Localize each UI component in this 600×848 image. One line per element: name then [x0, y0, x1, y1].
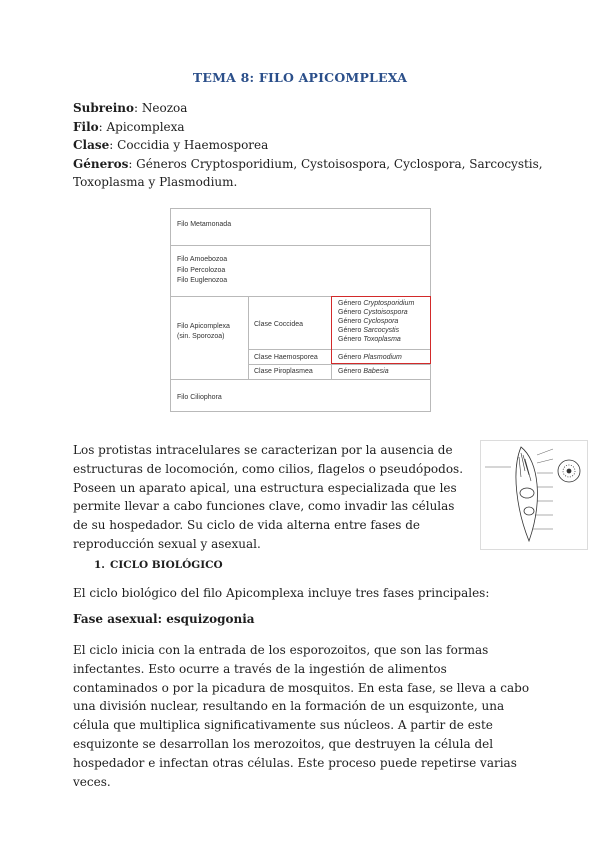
filo-metamonada: Filo Metamonada	[177, 221, 232, 228]
genero-plasmodium: Género Plasmodium	[338, 354, 402, 361]
apicomplexa-cell-diagram	[480, 440, 588, 550]
filo-ciliophora: Filo Ciliophora	[177, 394, 222, 401]
filo-euglenozoa: Filo Euglenozoa	[177, 277, 228, 284]
intro-paragraph: Los protistas intracelulares se caracterizan por la ausencia de estructuras de locomoción, como cilios, flagelos o pseudópodos. Poseen un aparato apical, una estructura especializada que les permite llevar a cabo funciones clave, como invadir las células de su hospedador. Su ciclo de vida alterna entre fases de reproducción sexual y asexual.	[73, 443, 464, 551]
genero-cyclospora: Género Cyclospora	[338, 318, 399, 325]
classification-table	[170, 208, 431, 412]
genero-babesia: Género Babesia	[338, 368, 389, 375]
clase-coccidea: Clase Coccidea	[254, 321, 304, 328]
filo-line: Filo: Apicomplexa	[73, 119, 185, 134]
taxonomy-info	[73, 99, 543, 192]
subreino-line: Subreino: Neozoa	[73, 101, 188, 115]
filo-apicomplexa: Filo Apicomplexa	[177, 323, 230, 330]
page-title: TEMA 8: FILO APICOMPLEXA	[192, 70, 408, 85]
filo-percolozoa: Filo Percolozoa	[177, 267, 226, 274]
phase-paragraph: El ciclo inicia con la entrada de los esporozoitos, que son las formas infectantes. Esto ocurre a través de la ingestión de alimentos contaminados o por la picadura de mosquitos. En esta fase, se lleva a cabo una división nuclear, resultando en la formación de un esquizonte, una célula que multiplica significativamente sus núcleos. A partir de este esquizonte se desarrollan los merozoitos, que destruyen la célula del hospedador e infectan otras células. Este proceso puede repetirse varias veces.	[73, 643, 530, 789]
sporozoite-diagram-icon	[481, 441, 587, 549]
row-divider	[248, 364, 430, 365]
clase-haemosporea: Clase Haemosporea	[254, 354, 318, 361]
genero-toxoplasma: Género Toxoplasma	[338, 336, 401, 343]
filo-amoebozoa: Filo Amoebozoa	[177, 256, 228, 263]
col-divider	[248, 296, 249, 379]
section-heading: 1. CICLO BIOLÓGICO	[94, 559, 223, 571]
clase-piroplasmea: Clase Piroplasmea	[254, 368, 313, 375]
section-intro: El ciclo biológico del filo Apicomplexa incluye tres fases principales:	[73, 586, 490, 600]
generos-line: Géneros: Géneros Cryptosporidium, Cystoisospora, Cyclospora, Sarcocystis, Toxoplasma y Plasmodium.	[73, 156, 543, 190]
phase-heading: Fase asexual: esquizogonia	[73, 612, 255, 626]
clase-line: Clase: Coccidia y Haemosporea	[73, 138, 269, 153]
genero-cryptosporidium: Género Cryptosporidium	[338, 300, 415, 307]
row-divider	[171, 379, 430, 380]
sin-sporozoa: (sin. Sporozoa)	[177, 333, 225, 340]
row-divider	[171, 245, 430, 246]
genero-cystoisospora: Género Cystoisospora	[338, 309, 408, 316]
genero-sarcocystis: Género Sarcocystis	[338, 327, 400, 334]
